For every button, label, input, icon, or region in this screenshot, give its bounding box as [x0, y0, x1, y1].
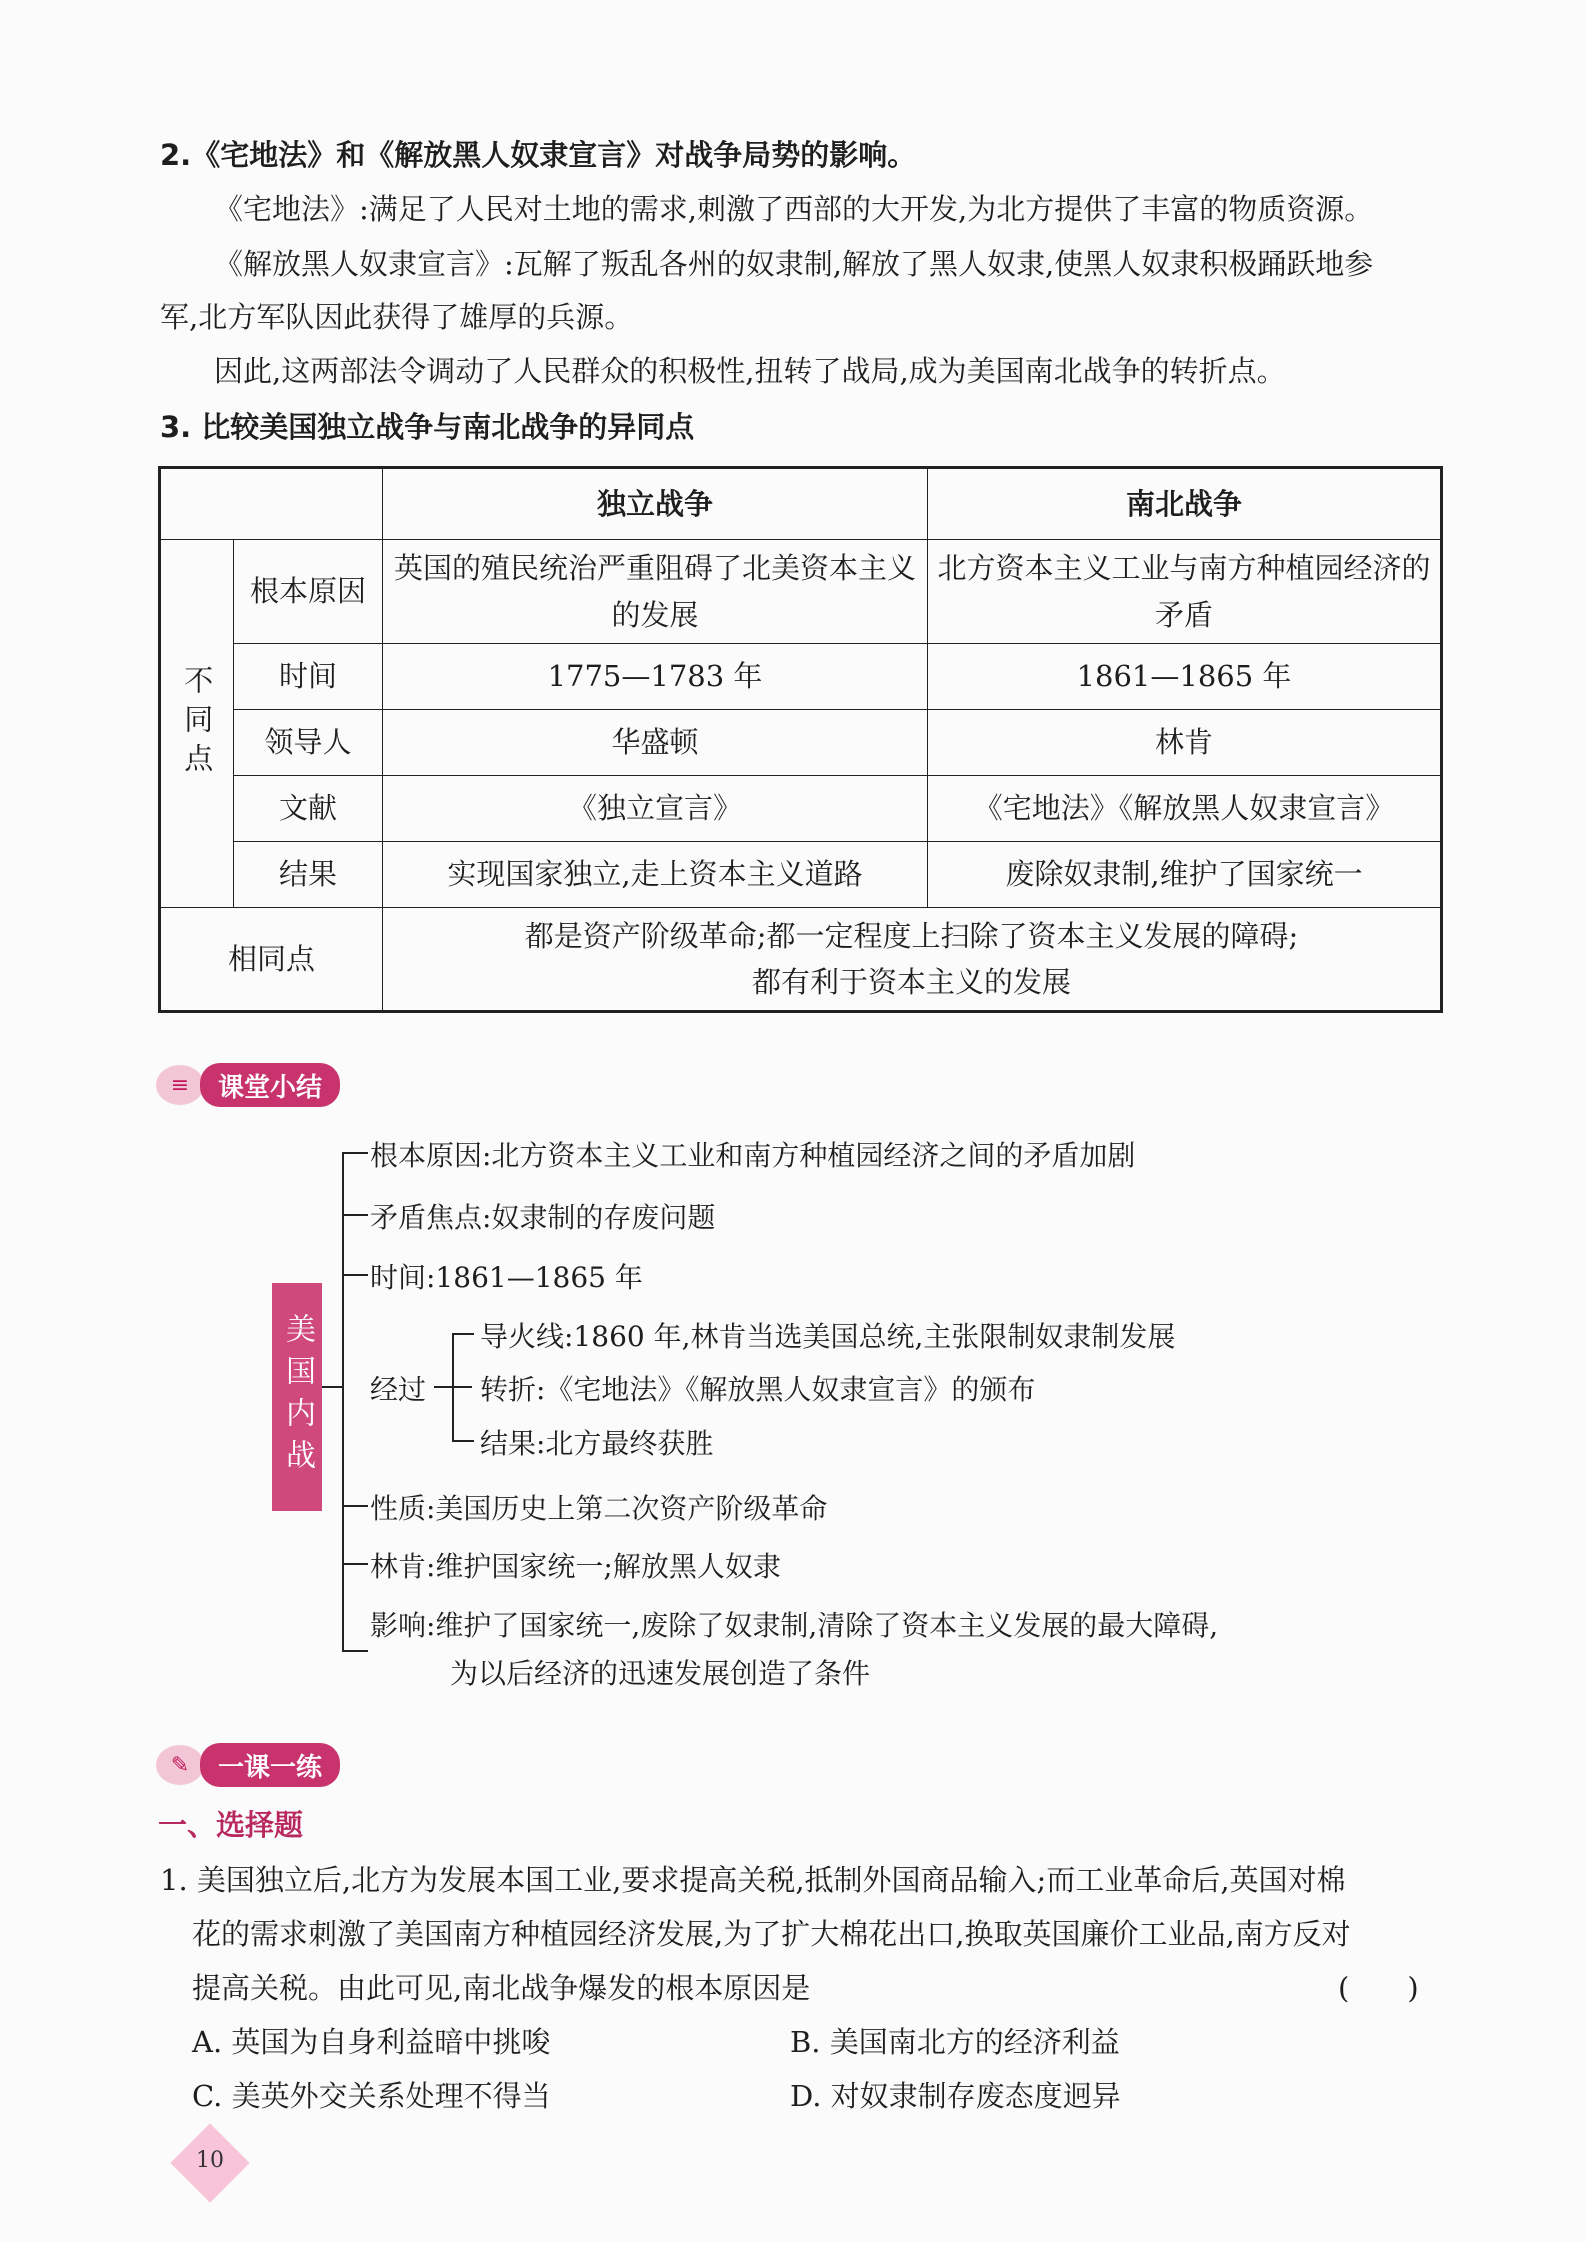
mindmap-spine — [342, 1152, 344, 1652]
book-stack-icon: ≡ — [156, 1065, 204, 1105]
mindmap-item: 经过 — [370, 1373, 427, 1406]
conclusion-text: 因此,这两部法令调动了人民群众的积极性,扭转了战局,成为美国南北战争的转折点。 — [214, 354, 1286, 388]
same-points — [383, 908, 1442, 1012]
section-title: 一、选择题 — [158, 1808, 304, 1842]
mindmap-item: 性质:美国历史上第二次资产阶级革命 — [370, 1492, 828, 1525]
option-b[interactable]: B. 美国南北方的经济利益 — [790, 2025, 1120, 2059]
question-1-line2: 花的需求刺激了美国南方种植园经济发展,为了扩大棉花出口,换取英国廉价工业品,南方反对 — [192, 1917, 1351, 1951]
row-label: 领导人 — [234, 710, 383, 776]
practice-banner-label: 一课一练 — [200, 1743, 340, 1787]
mindmap-center: 美国内战 — [272, 1283, 322, 1511]
emancipation-text: 《解放黑人奴隶宣言》:瓦解了叛乱各州的奴隶制,解放了黑人奴隶,使黑人奴隶积极踊跃地参 — [214, 247, 1374, 281]
mindmap-subitem: 导火线:1860 年,林肯当选美国总统,主张限制奴隶制发展 — [480, 1320, 1176, 1353]
table-cell: 北方资本主义工业与南方种植园经济的矛盾 — [928, 540, 1442, 644]
comparison-table — [158, 466, 1443, 1013]
mindmap-item: 根本原因:北方资本主义工业和南方种植园经济之间的矛盾加剧 — [370, 1139, 1136, 1172]
connector — [342, 1650, 368, 1652]
connector — [452, 1440, 474, 1442]
sub-spine — [452, 1333, 454, 1441]
table-cell: 《宅地法》《解放黑人奴隶宣言》 — [928, 776, 1442, 842]
question-1-line1: 1. 美国独立后,北方为发展本国工业,要求提高关税,抵制外国商品输入;而工业革命后,英国对棉 — [160, 1863, 1346, 1897]
section-2-heading: 2.《宅地法》和《解放黑人奴隶宣言》对战争局势的影响。 — [160, 138, 917, 172]
same-label: 相同点 — [160, 908, 383, 1012]
connector — [342, 1563, 368, 1565]
connector — [452, 1333, 474, 1335]
mindmap-subitem: 转折:《宅地法》《解放黑人奴隶宣言》的颁布 — [480, 1373, 1036, 1406]
answer-bracket[interactable]: ( ) — [1338, 1971, 1419, 2005]
page-number: 10 — [196, 2148, 224, 2173]
connector — [322, 1386, 344, 1388]
header-civil-war: 南北战争 — [928, 468, 1442, 540]
table-cell: 《独立宣言》 — [383, 776, 928, 842]
mindmap-item: 矛盾焦点:奴隶制的存废问题 — [370, 1201, 716, 1234]
option-d[interactable]: D. 对奴隶制存废态度迥异 — [790, 2079, 1121, 2113]
section-3-heading: 3. 比较美国独立战争与南北战争的异同点 — [160, 410, 695, 444]
same-line-2: 都有利于资本主义的发展 — [751, 965, 1071, 999]
same-line-1: 都是资产阶级革命;都一定程度上扫除了资本主义发展的障碍; — [524, 918, 1299, 953]
homestead-act-text: 《宅地法》:满足了人民对土地的需求,刺激了西部的大开发,为北方提供了丰富的物质资源。 — [214, 192, 1374, 226]
connector — [342, 1274, 368, 1276]
mindmap-item: 为以后经济的迅速发展创造了条件 — [450, 1657, 871, 1690]
option-a[interactable]: A. 英国为自身利益暗中挑唆 — [192, 2025, 551, 2059]
table-cell: 废除奴隶制,维护了国家统一 — [928, 842, 1442, 908]
corner-cell — [160, 468, 383, 540]
row-label: 结果 — [234, 842, 383, 908]
mindmap-subitem: 结果:北方最终获胜 — [480, 1427, 714, 1460]
emancipation-text-cont: 军,北方军队因此获得了雄厚的兵源。 — [160, 300, 634, 334]
row-label: 时间 — [234, 644, 383, 710]
table-cell: 实现国家独立,走上资本主义道路 — [383, 842, 928, 908]
question-1-line3: 提高关税。由此可见,南北战争爆发的根本原因是 — [192, 1971, 811, 2005]
header-independence-war: 独立战争 — [383, 468, 928, 540]
row-label: 文献 — [234, 776, 383, 842]
mindmap-item: 时间:1861—1865 年 — [370, 1261, 643, 1294]
connector — [342, 1152, 368, 1154]
connector — [342, 1214, 368, 1216]
connector — [342, 1505, 368, 1507]
row-label: 根本原因 — [234, 540, 383, 644]
mindmap-item: 影响:维护了国家统一,废除了奴隶制,清除了资本主义发展的最大障碍, — [370, 1609, 1219, 1642]
diff-label: 不同点 — [160, 540, 234, 908]
table-cell: 1861—1865 年 — [928, 644, 1442, 710]
summary-banner-label: 课堂小结 — [200, 1063, 340, 1107]
summary-banner — [156, 1062, 340, 1108]
option-c[interactable]: C. 美英外交关系处理不得当 — [192, 2079, 551, 2113]
table-cell: 华盛顿 — [383, 710, 928, 776]
table-cell: 英国的殖民统治严重阻碍了北美资本主义的发展 — [383, 540, 928, 644]
mindmap-item: 林肯:维护国家统一;解放黑人奴隶 — [370, 1550, 781, 1583]
table-cell: 1775—1783 年 — [383, 644, 928, 710]
pencil-icon: ✎ — [156, 1745, 204, 1785]
practice-banner — [156, 1742, 340, 1788]
table-cell: 林肯 — [928, 710, 1442, 776]
